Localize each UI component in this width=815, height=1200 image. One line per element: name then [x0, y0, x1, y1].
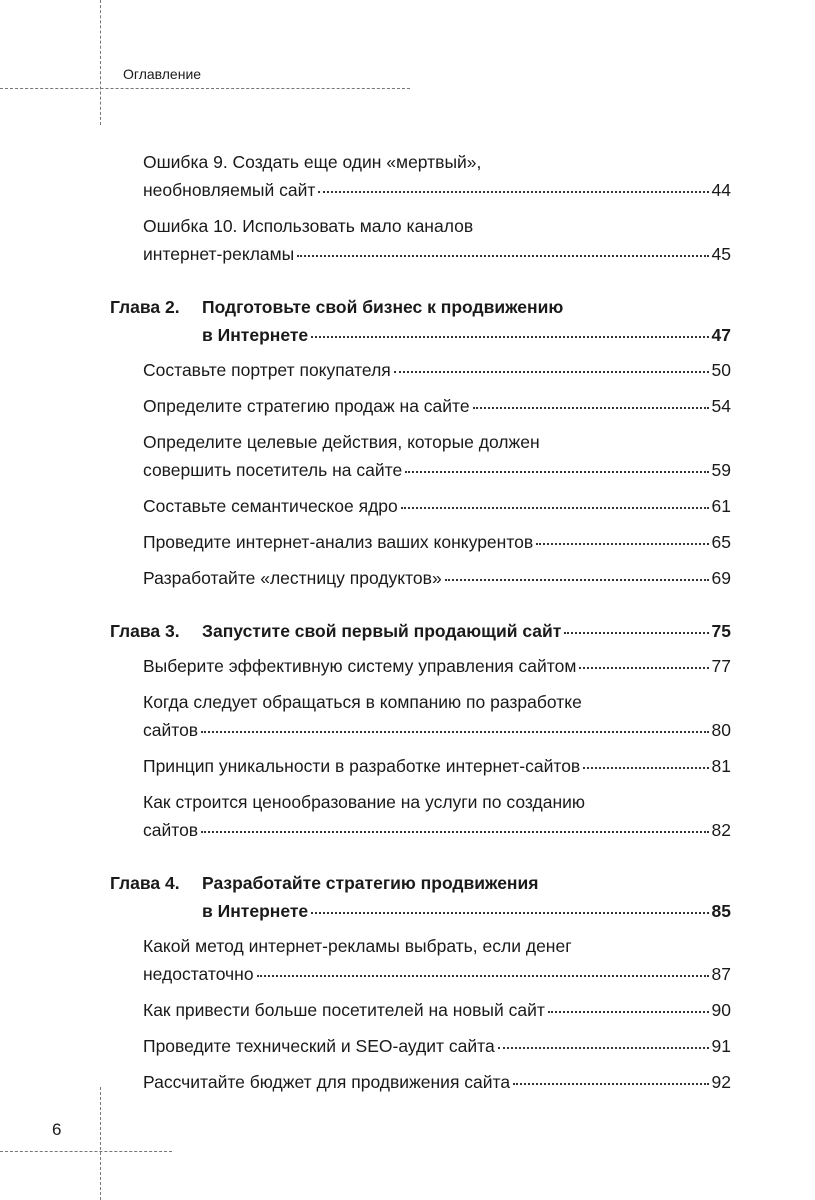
toc-entry[interactable]: [143, 492, 731, 520]
toc-line-with-leader: [202, 321, 731, 349]
toc-title-text: Рассчитайте бюджет для продвижения сайта: [143, 1072, 511, 1092]
toc-chapter[interactable]: [110, 293, 731, 349]
toc-page-number: 45: [711, 244, 731, 264]
toc-page-number: 44: [711, 180, 731, 200]
toc-page-number: 65: [711, 532, 731, 552]
toc-line-with-leader: [143, 996, 731, 1024]
dot-leader: [201, 831, 708, 833]
toc-entry[interactable]: [143, 688, 731, 744]
toc-line: Ошибка 9. Создать еще один «мертвый»,: [143, 152, 482, 172]
toc-entry[interactable]: [143, 212, 731, 268]
toc-line-with-leader: [143, 528, 731, 556]
chapter-label: Глава 4.: [110, 873, 180, 893]
toc-line-with-leader: [143, 456, 731, 484]
toc-line-with-leader: [143, 960, 731, 988]
toc-line-with-leader: [143, 392, 731, 420]
toc-line: Как строится ценообразование на услуги по созданию: [143, 792, 586, 812]
crop-mark-horizontal-top: [0, 88, 410, 89]
toc-entry[interactable]: [143, 652, 731, 680]
toc-line: Разработайте стратегию продвижения: [202, 873, 539, 893]
toc-line-with-leader: [143, 240, 731, 268]
toc-chapter[interactable]: [110, 617, 731, 645]
crop-mark-horizontal-bottom: [0, 1151, 172, 1152]
toc-line: Определите целевые действия, которые должен: [143, 432, 540, 452]
toc-title-text: Проведите интернет-анализ ваших конкурентов: [143, 532, 534, 552]
toc-page-number: 54: [711, 396, 731, 416]
dot-leader: [583, 767, 708, 769]
toc-line: Когда следует обращаться в компанию по разработке: [143, 692, 582, 712]
toc-entry[interactable]: [143, 564, 731, 592]
crop-mark-vertical-top: [100, 0, 101, 125]
toc-line-with-leader: [143, 1068, 731, 1096]
toc-page-number: 90: [711, 1000, 731, 1020]
toc-line-with-leader: [143, 176, 731, 204]
dot-leader: [257, 975, 709, 977]
toc-page-number: 81: [711, 756, 731, 776]
dot-leader: [445, 579, 709, 581]
toc-page-number: 77: [711, 656, 731, 676]
toc-line-with-leader: [202, 897, 731, 925]
chapter-label: Глава 2.: [110, 297, 180, 317]
toc-page-number: 75: [711, 621, 731, 641]
toc-entry[interactable]: [143, 788, 731, 844]
dot-leader: [564, 632, 708, 634]
toc-line-with-leader: [143, 492, 731, 520]
crop-mark-vertical-bottom: [100, 1087, 101, 1200]
dot-leader: [513, 1083, 708, 1085]
dot-leader: [536, 543, 708, 545]
toc-line-with-leader: [202, 617, 731, 645]
toc-page-number: 69: [711, 568, 731, 588]
toc-page-number: 82: [711, 820, 731, 840]
toc-title-text: интернет-рекламы: [143, 244, 295, 264]
toc-page-number: 59: [711, 460, 731, 480]
chapter-label: Глава 3.: [110, 621, 180, 641]
chapter-title: [202, 617, 731, 645]
dot-leader: [318, 191, 708, 193]
running-head: Оглавление: [123, 66, 202, 82]
dot-leader: [394, 371, 709, 373]
chapter-title: [202, 293, 731, 349]
toc-line-with-leader: [143, 564, 731, 592]
toc-line-with-leader: [143, 752, 731, 780]
toc-title-text: сайтов: [143, 820, 199, 840]
toc-line-with-leader: [143, 816, 731, 844]
dot-leader: [579, 667, 708, 669]
toc-title-text: в Интернете: [202, 901, 309, 921]
toc-entry[interactable]: [143, 996, 731, 1024]
toc-title-text: Принцип уникальности в разработке интернет-сайтов: [143, 756, 581, 776]
toc-entry[interactable]: [143, 932, 731, 988]
dot-leader: [311, 912, 708, 914]
toc-title-text: необновляемый сайт: [143, 180, 316, 200]
toc-entry[interactable]: [143, 148, 731, 204]
toc-title-text: совершить посетитель на сайте: [143, 460, 403, 480]
toc-title-text: Определите стратегию продаж на сайте: [143, 396, 470, 416]
toc-line-with-leader: [143, 716, 731, 744]
chapter-title: [202, 869, 731, 925]
toc-line-with-leader: [143, 356, 731, 384]
toc-page-number: 47: [711, 325, 731, 345]
dot-leader: [297, 255, 708, 257]
toc-page-number: 92: [711, 1072, 731, 1092]
dot-leader: [405, 471, 708, 473]
toc-page-number: 80: [711, 720, 731, 740]
toc-title-text: Как привести больше посетителей на новый сайт: [143, 1000, 545, 1020]
toc-entry[interactable]: [143, 528, 731, 556]
dot-leader: [548, 1011, 709, 1013]
dot-leader: [311, 336, 708, 338]
toc-line-with-leader: [143, 652, 731, 680]
toc-entry[interactable]: [143, 392, 731, 420]
dot-leader: [473, 407, 709, 409]
toc-line: Какой метод интернет-рекламы выбрать, если денег: [143, 936, 572, 956]
toc-page-number: 85: [711, 901, 731, 921]
table-of-contents: [110, 148, 731, 1096]
toc-title-text: недостаточно: [143, 964, 254, 984]
toc-page-number: 87: [711, 964, 731, 984]
toc-title-text: Составьте портрет покупателя: [143, 360, 391, 380]
dot-leader: [498, 1047, 709, 1049]
toc-entry[interactable]: [143, 1032, 731, 1060]
toc-title-text: Запустите свой первый продающий сайт: [202, 621, 562, 641]
dot-leader: [201, 731, 708, 733]
toc-entry[interactable]: [143, 356, 731, 384]
toc-entry[interactable]: [143, 1068, 731, 1096]
toc-chapter[interactable]: [110, 869, 731, 925]
toc-page-number: 91: [711, 1036, 731, 1056]
toc-title-text: Выберите эффективную систему управления сайтом: [143, 656, 577, 676]
toc-entry[interactable]: [143, 752, 731, 780]
toc-title-text: в Интернете: [202, 325, 309, 345]
dot-leader: [401, 507, 709, 509]
toc-page-number: 50: [711, 360, 731, 380]
toc-line-with-leader: [143, 1032, 731, 1060]
toc-title-text: Составьте семантическое ядро: [143, 496, 398, 516]
page-number: 6: [52, 1120, 62, 1139]
toc-line: Ошибка 10. Использовать мало каналов: [143, 216, 474, 236]
toc-title-text: Разработайте «лестницу продуктов»: [143, 568, 442, 588]
toc-title-text: сайтов: [143, 720, 199, 740]
toc-title-text: Проведите технический и SEO-аудит сайта: [143, 1036, 495, 1056]
toc-page-number: 61: [711, 496, 731, 516]
toc-line: Подготовьте свой бизнес к продвижению: [202, 297, 564, 317]
toc-entry[interactable]: [143, 428, 731, 484]
